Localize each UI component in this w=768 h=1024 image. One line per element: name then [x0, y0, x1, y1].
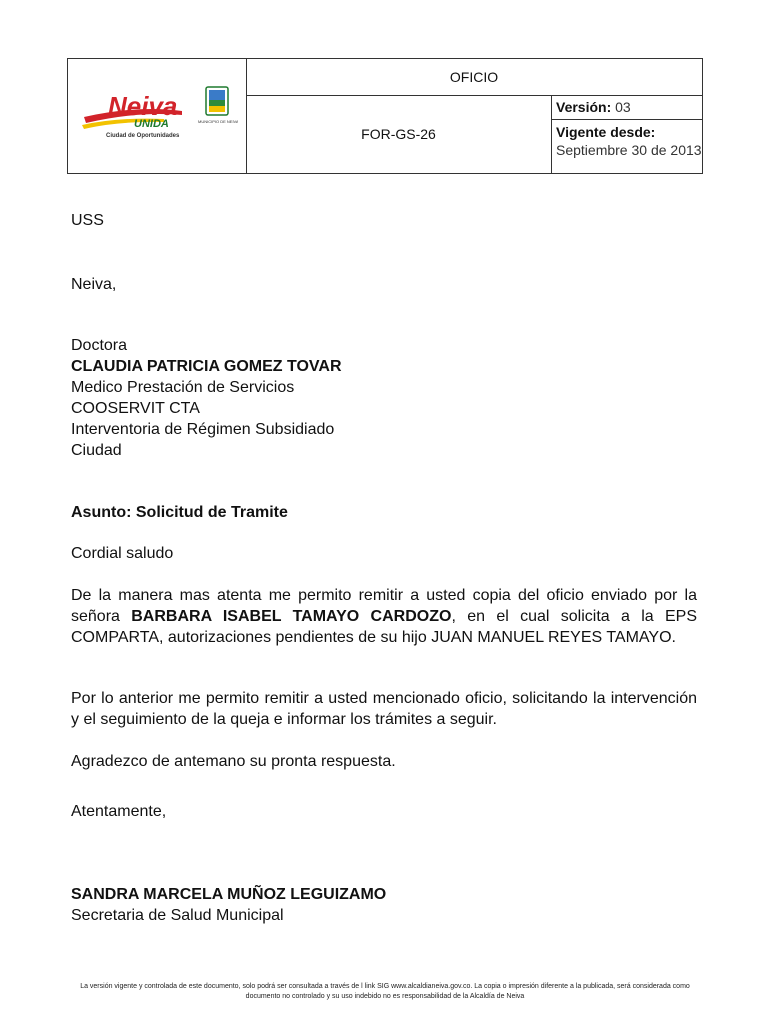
recipient-line: Ciudad [71, 442, 122, 459]
paragraph-1-part-a: De la manera mas atenta me permito remitir a usted copia del oficio enviado por la señora [71, 587, 697, 625]
vigente-label: Vigente desde: [556, 124, 656, 140]
paragraph-1-name: BARBARA ISABEL TAMAYO CARDOZO [131, 608, 452, 625]
logo-cell [68, 59, 247, 173]
neiva-logo [78, 83, 238, 153]
signer-role: Secretaria de Salud Municipal [71, 907, 284, 924]
logo-brand-text: Neiva [108, 91, 178, 121]
recipient-line: COOSERVIT CTA [71, 400, 200, 417]
recipient-line: Medico Prestación de Servicios [71, 379, 295, 396]
footer-note: La versión vigente y controlada de este documento, solo podrá ser consultada a través de l link SIG www.alcaldianeiva.gov.co. La copia o impresión diferente a la publicada, será considerada como documento no controlado y su uso indebido no es responsabilidad de la Alcaldía de Neiva [80, 983, 690, 1000]
city-line: Neiva, [71, 276, 117, 293]
version-label: Versión: [556, 99, 612, 115]
document-title: OFICIO [246, 59, 702, 96]
paragraph-2: Por lo anterior me permito remitir a usted mencionado oficio, solicitando la intervención y el seguimiento de la queja e informar los trámites a seguir. [71, 690, 697, 728]
signer-name: SANDRA MARCELA MUÑOZ LEGUIZAMO [71, 886, 387, 903]
seal-text: MUNICIPIO DE NEIVA [198, 119, 238, 124]
logo-tagline: Ciudad de Oportunidades [106, 133, 180, 139]
recipient-line: Interventoria de Régimen Subsidiado [71, 421, 335, 438]
recipient-block [71, 335, 342, 461]
recipient-name: CLAUDIA PATRICIA GOMEZ TOVAR [71, 358, 342, 375]
paragraph-1 [71, 585, 697, 648]
closing: Atentamente, [71, 803, 167, 820]
version-field [552, 95, 702, 120]
neiva-logo-graphic [78, 83, 238, 153]
greeting: Cordial saludo [71, 545, 174, 562]
paragraph-3: Agradezco de antemano su pronta respuesta. [71, 753, 396, 770]
logo-sub-text: UNIDA [134, 118, 169, 130]
vigente-value: Septiembre 30 de 2013 [556, 142, 702, 158]
subject-line: Asunto: Solicitud de Tramite [71, 504, 288, 521]
vigente-field [552, 120, 702, 173]
reference-code: USS [71, 212, 104, 229]
recipient-title: Doctora [71, 337, 128, 354]
document-header [67, 58, 703, 174]
municipal-seal-icon [206, 87, 228, 115]
paragraph-1-part-c: , en el cual solicita a la EPS COMPARTA, autorizaciones pendientes de su hijo JUAN MANUEL REYES TAMAYO. [71, 608, 697, 646]
document-code: FOR-GS-26 [246, 95, 552, 173]
version-value: 03 [615, 99, 631, 115]
